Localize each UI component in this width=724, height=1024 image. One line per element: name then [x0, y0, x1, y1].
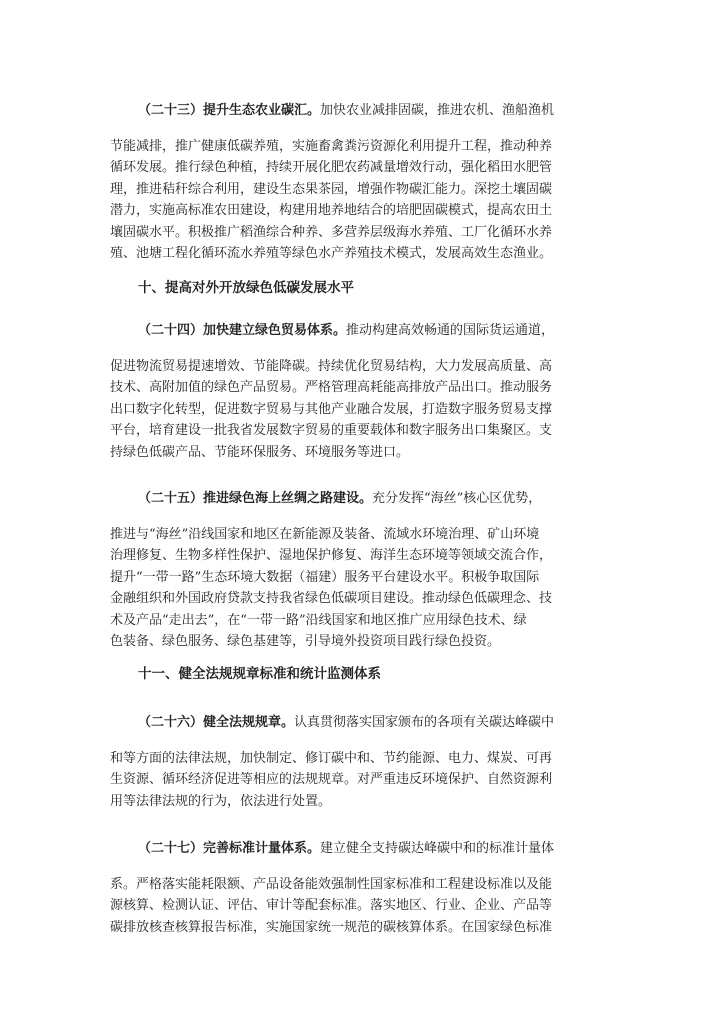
text-line: 出口数字化转型，促进数字贸易与其他产业融合发展，打造数字服务贸易支撑: [110, 401, 553, 417]
paragraph-26-first-line: [110, 712, 614, 734]
paragraph-25-first-line: [110, 488, 614, 510]
text-line: 系。严格落实能耗限额、产品设备能效强制性国家标准和工程建设标准以及能: [110, 876, 553, 892]
text-line: 平台，培育建设一批我省发展数字贸易的重要载体和数字服务出口集聚区。支: [110, 423, 553, 438]
text-line: 生资源、循环经济促进等相应的法规规章。对严重违反环境保护、自然资源利: [110, 772, 553, 787]
text-line: 潜力，实施高标准农田建设，构建用地养地结合的培肥固碳模式，提高农田土: [110, 203, 553, 218]
text-line: 节能减排，推广健康低碳养殖，实施畜禽粪污资源化利用提升工程，推动种养: [110, 138, 553, 154]
text-line: 金融组织和外国政府贷款支持我省绿色低碳项目建设。推动绿色低碳理念、技: [110, 591, 553, 606]
paragraph-27-heading: （二十七）完善标准计量体系。: [138, 841, 321, 856]
paragraph-23: [110, 100, 614, 265]
paragraph-23-first-line: [110, 100, 614, 122]
text-line: 碳排放核查核算报告标准，实施国家统一规范的碳核算体系。在国家绿色标准: [110, 919, 553, 935]
text-line: 推进与“海丝”沿线国家和地区在新能源及装备、流域水环境治理、矿山环境: [110, 526, 540, 542]
section-heading-10: 十、提高对外开放绿色低碳发展水平: [138, 280, 354, 296]
paragraph-24: [110, 320, 614, 463]
paragraph-27-first-line: [110, 838, 614, 860]
text-line: 理，推进秸秆综合利用，建设生态果茶园，增强作物碳汇能力。深挖土壤固碳: [110, 181, 553, 197]
paragraph-23-lead: 加快农业减排固碳，推进农机、渔船渔机: [320, 103, 555, 118]
paragraph-25: [110, 488, 614, 653]
paragraph-26-lead: 认真贯彻落实国家颁布的各项有关碳达峰碳中: [294, 715, 555, 730]
paragraph-27-lead: 建立健全支持碳达峰碳中和的标准计量体: [320, 841, 555, 856]
text-line: 技术、高附加值的绿色产品贸易。严格管理高耗能高排放产品出口。推动服务: [110, 380, 553, 395]
paragraph-24-lead: 推动构建高效畅通的国际货运通道，: [346, 323, 555, 338]
paragraph-27: [110, 838, 614, 938]
text-line: 殖、池塘工程化循环流水养殖等绿色水产养殖技术模式，发展高效生态渔业。: [110, 246, 553, 261]
text-line: 色装备、绿色服务、绿色基建等，引导境外投资项目践行绿色投资。: [110, 634, 501, 649]
paragraph-25-heading: （二十五）推进绿色海上丝绸之路建设。: [138, 491, 373, 506]
text-line: 用等法律法规的行为，依法进行处置。: [110, 793, 332, 809]
text-line: 持绿色低碳产品、节能环保服务、环境服务等进口。: [110, 444, 410, 460]
text-line: 促进物流贸易提速增效、节能降碳。持续优化贸易结构，大力发展高质量、高: [110, 358, 553, 374]
paragraph-26: [110, 712, 614, 812]
text-line: 治理修复、生物多样性保护、湿地保护修复、海洋生态环境等领域交流合作，: [110, 548, 553, 563]
paragraph-24-heading: （二十四）加快建立绿色贸易体系。: [138, 323, 347, 338]
text-line: 提升“一带一路”生态环境大数据（福建）服务平台建设水平。积极争取国际: [110, 569, 540, 585]
paragraph-25-lead: 充分发挥“海丝”核心区优势，: [372, 491, 542, 506]
paragraph-26-heading: （二十六）健全法规规章。: [138, 715, 295, 730]
section-heading-11: 十一、健全法规规章标准和统计监测体系: [138, 666, 381, 682]
text-line: 术及产品“走出去”，在“一带一路”沿线国家和地区推广应用绿色技术、绿: [110, 612, 527, 628]
text-line: 源核算、检测认证、评估、审计等配套标准。落实地区、行业、企业、产品等: [110, 898, 553, 913]
text-line: 循环发展。推行绿色种植，持续开展化肥农药减量增效行动，强化稻田水肥管: [110, 160, 553, 175]
text-line: 壤固碳水平。积极推广稻渔综合种养、多营养层级海水养殖、工厂化循环水养: [110, 224, 553, 240]
paragraph-23-heading: （二十三）提升生态农业碳汇。: [138, 103, 321, 118]
paragraph-24-first-line: [110, 320, 614, 342]
text-line: 和等方面的法律法规，加快制定、修订碳中和、节约能源、电力、煤炭、可再: [110, 750, 553, 766]
